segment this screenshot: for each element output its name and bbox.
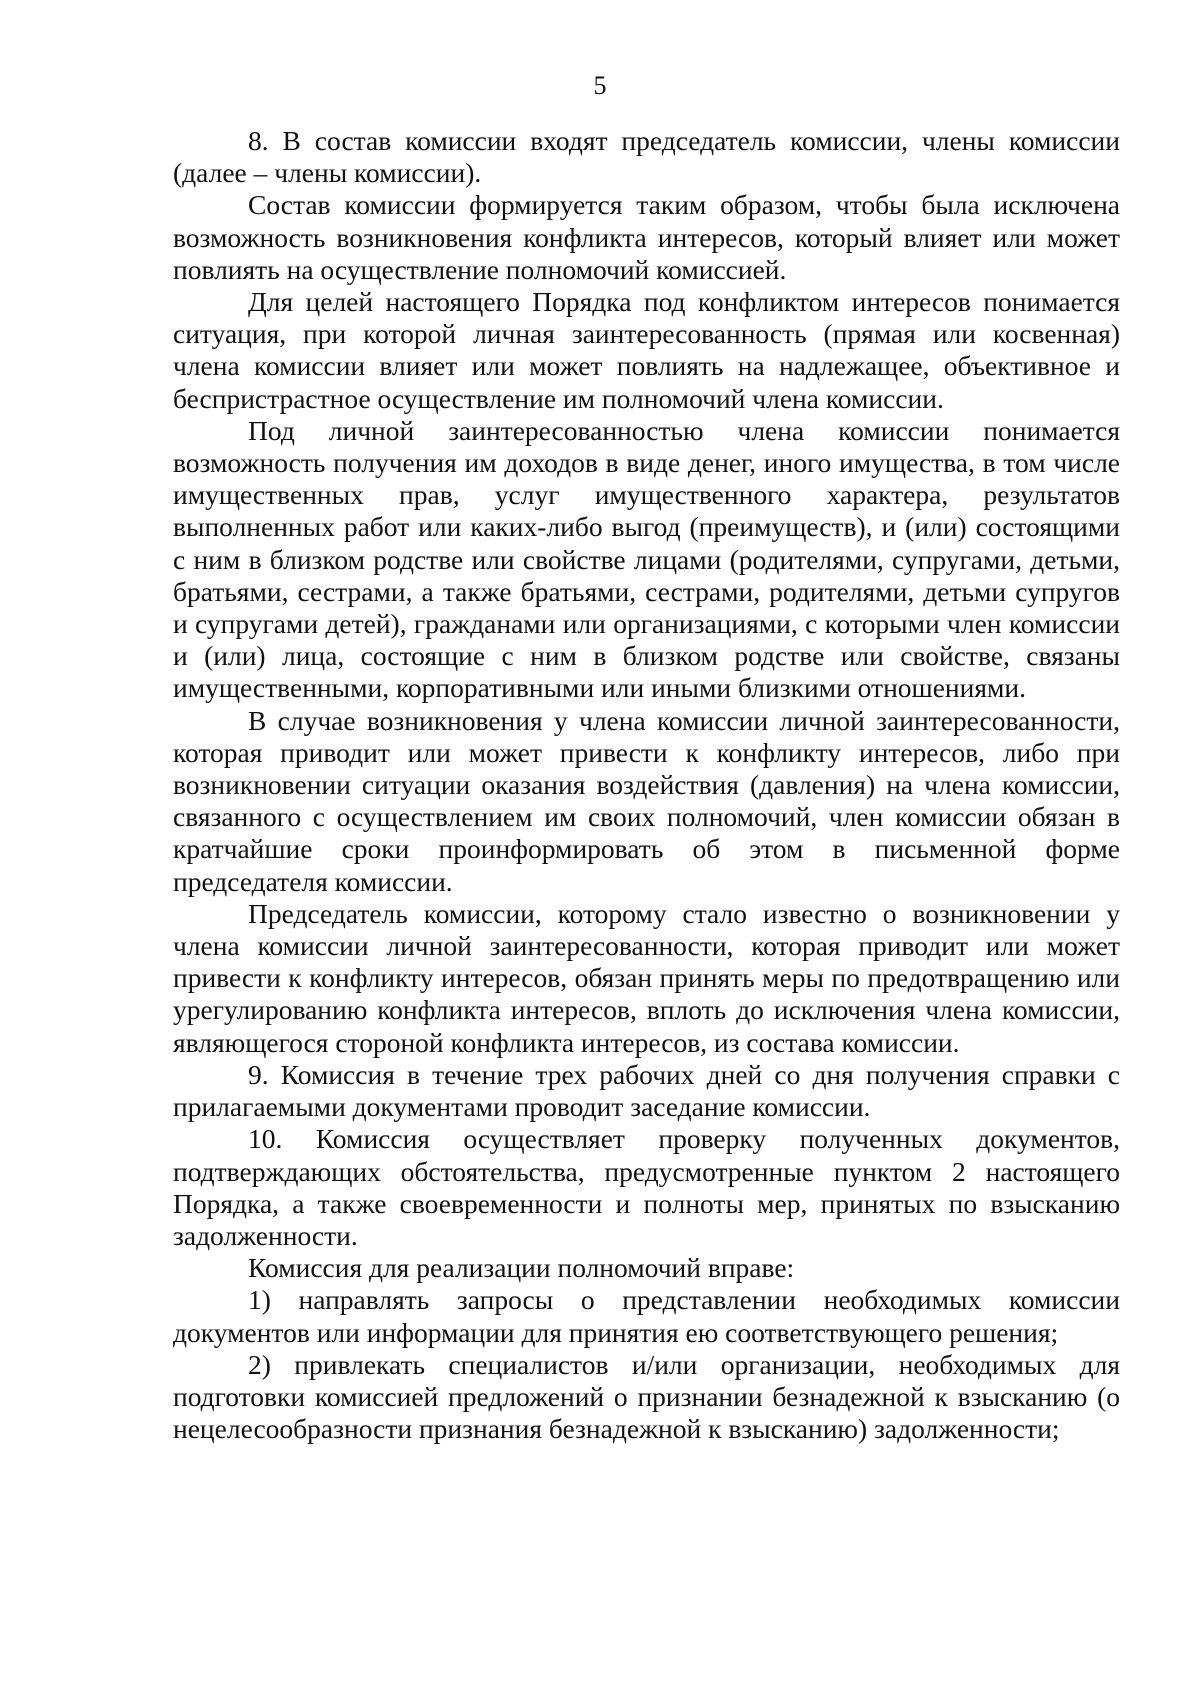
paragraph-power-1: 1) направлять запросы о представлении необходимых комиссии документов или информации для принятия ею соответствующего решения; xyxy=(173,1284,1120,1348)
document-body xyxy=(173,125,1120,1445)
paragraph-member-obligation: В случае возникновения у члена комиссии личной заинтересованности, которая приводит или может привести к конфликту интересов, либо при возникновении ситуации оказания воздействия (давления) на члена комиссии, связанного с осуществлением им своих полномочий, член комиссии обязан в кратчайшие сроки проинформировать об этом в письменной форме председателя комиссии. xyxy=(173,704,1120,897)
paragraph-item-10: 10. Комиссия осуществляет проверку полученных документов, подтверждающих обстоятельства, предусмотренные пунктом 2 настоящего Порядка, а также своевременности и полноты мер, принятых по взысканию задолженности. xyxy=(173,1123,1120,1251)
page-number: 5 xyxy=(593,71,607,100)
paragraph-item-9: 9. Комиссия в течение трех рабочих дней со дня получения справки с прилагаемыми документами проводит заседание комиссии. xyxy=(173,1058,1120,1123)
paragraph-power-2: 2) привлекать специалистов и/или организации, необходимых для подготовки комиссией предложений о признании безнадежной к взысканию (о нецелесообразности признания безнадежной к взысканию) задолженности; xyxy=(173,1348,1120,1445)
paragraph-conflict-definition: Для целей настоящего Порядка под конфликтом интересов понимается ситуация, при которой личная заинтересованность (прямая или косвенная) члена комиссии влияет или может повлиять на надлежащее, объективное и беспристрастное осуществление им полномочий члена комиссии. xyxy=(173,286,1120,414)
paragraph-powers-intro: Комиссия для реализации полномочий вправе: xyxy=(248,1252,795,1284)
paragraph-commission-composition: Состав комиссии формируется таким образом, чтобы была исключена возможность возникновения конфликта интересов, который влияет или может повлиять на осуществление полномочий комиссией. xyxy=(173,189,1120,285)
paragraph-chairman-obligation: Председатель комиссии, которому стало известно о возникновении у члена комиссии личной заинтересованности, которая приводит или может привести к конфликту интересов, обязан принять меры по предотвращению или урегулированию конфликта интересов, вплоть до исключения члена комиссии, являющегося стороной конфликта интересов, из состава комиссии. xyxy=(173,897,1120,1058)
paragraph-personal-interest: Под личной заинтересованностью члена комиссии понимается возможность получения им доходов в виде денег, иного имущества, в том числе имущественных прав, услуг имущественного характера, результатов выполненных работ или каких-либо выгод (преимуществ), и (или) состоящими с ним в близком родстве или свойстве лицами (родителями, супругами, детьми, братьями, сестрами, а также братьями, сестрами, родителями, детьми супругов и супругами детей), гражданами или организациями, с которыми член комиссии и (или) лица, состоящие с ним в близком родстве или свойстве, связаны имущественными, корпоративными или иными близкими отношениями. xyxy=(173,414,1120,704)
paragraph-item-8: 8. В состав комиссии входят председатель комиссии, члены комиссии (далее – члены комиссии). xyxy=(173,125,1120,189)
